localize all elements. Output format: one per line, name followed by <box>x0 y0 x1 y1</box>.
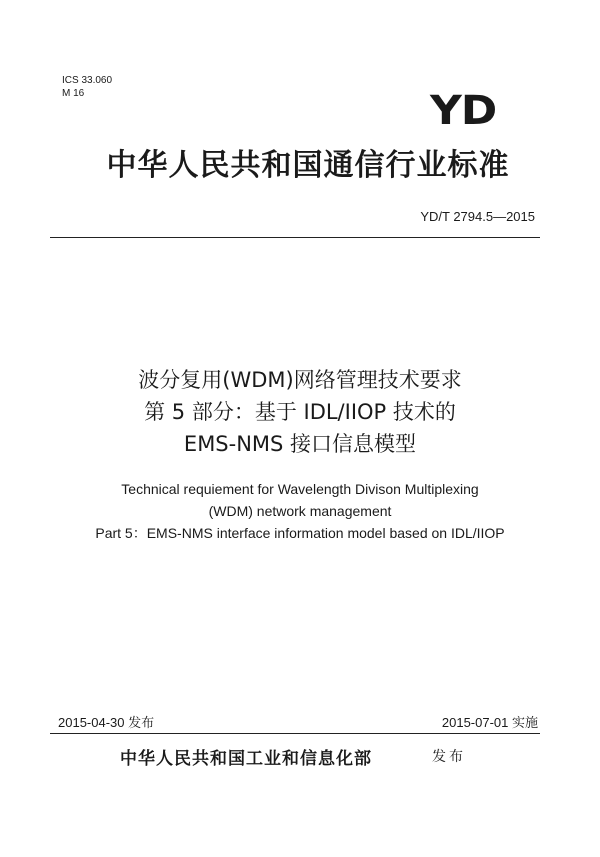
classification-codes <box>62 74 112 100</box>
class-code: M 16 <box>62 88 85 99</box>
publish-date: 2015-04-30 发布 <box>58 715 155 730</box>
ics-code: ICS 33.060 <box>62 75 113 86</box>
chinese-title <box>0 364 600 460</box>
chinese-title-line-1: 波分复用(WDM)网络管理技术要求 <box>138 368 462 392</box>
english-title-line-1: Technical requiement for Wavelength Divison Multiplexing <box>121 481 479 497</box>
english-title-line-3: Part 5：EMS-NMS interface information model based on IDL/IIOP <box>95 525 505 541</box>
yd-logo: YD <box>429 88 496 134</box>
english-title-line-2: (WDM) network management <box>208 503 392 519</box>
english-title <box>0 478 600 544</box>
implement-date: 2015-07-01 实施 <box>441 715 538 730</box>
chinese-title-line-3: EMS-NMS 接口信息模型 <box>183 432 417 456</box>
standard-category: 中华人民共和国通信行业标准 <box>106 148 510 183</box>
standard-number: YD/T 2794.5—2015 <box>420 209 535 224</box>
bottom-divider <box>50 733 540 734</box>
top-divider <box>50 237 540 238</box>
chinese-title-line-2: 第 5 部分：基于 IDL/IIOP 技术的 <box>144 400 456 424</box>
issuing-authority: 中华人民共和国工业和信息化部 <box>120 749 372 769</box>
issue-label: 发布 <box>432 749 466 765</box>
